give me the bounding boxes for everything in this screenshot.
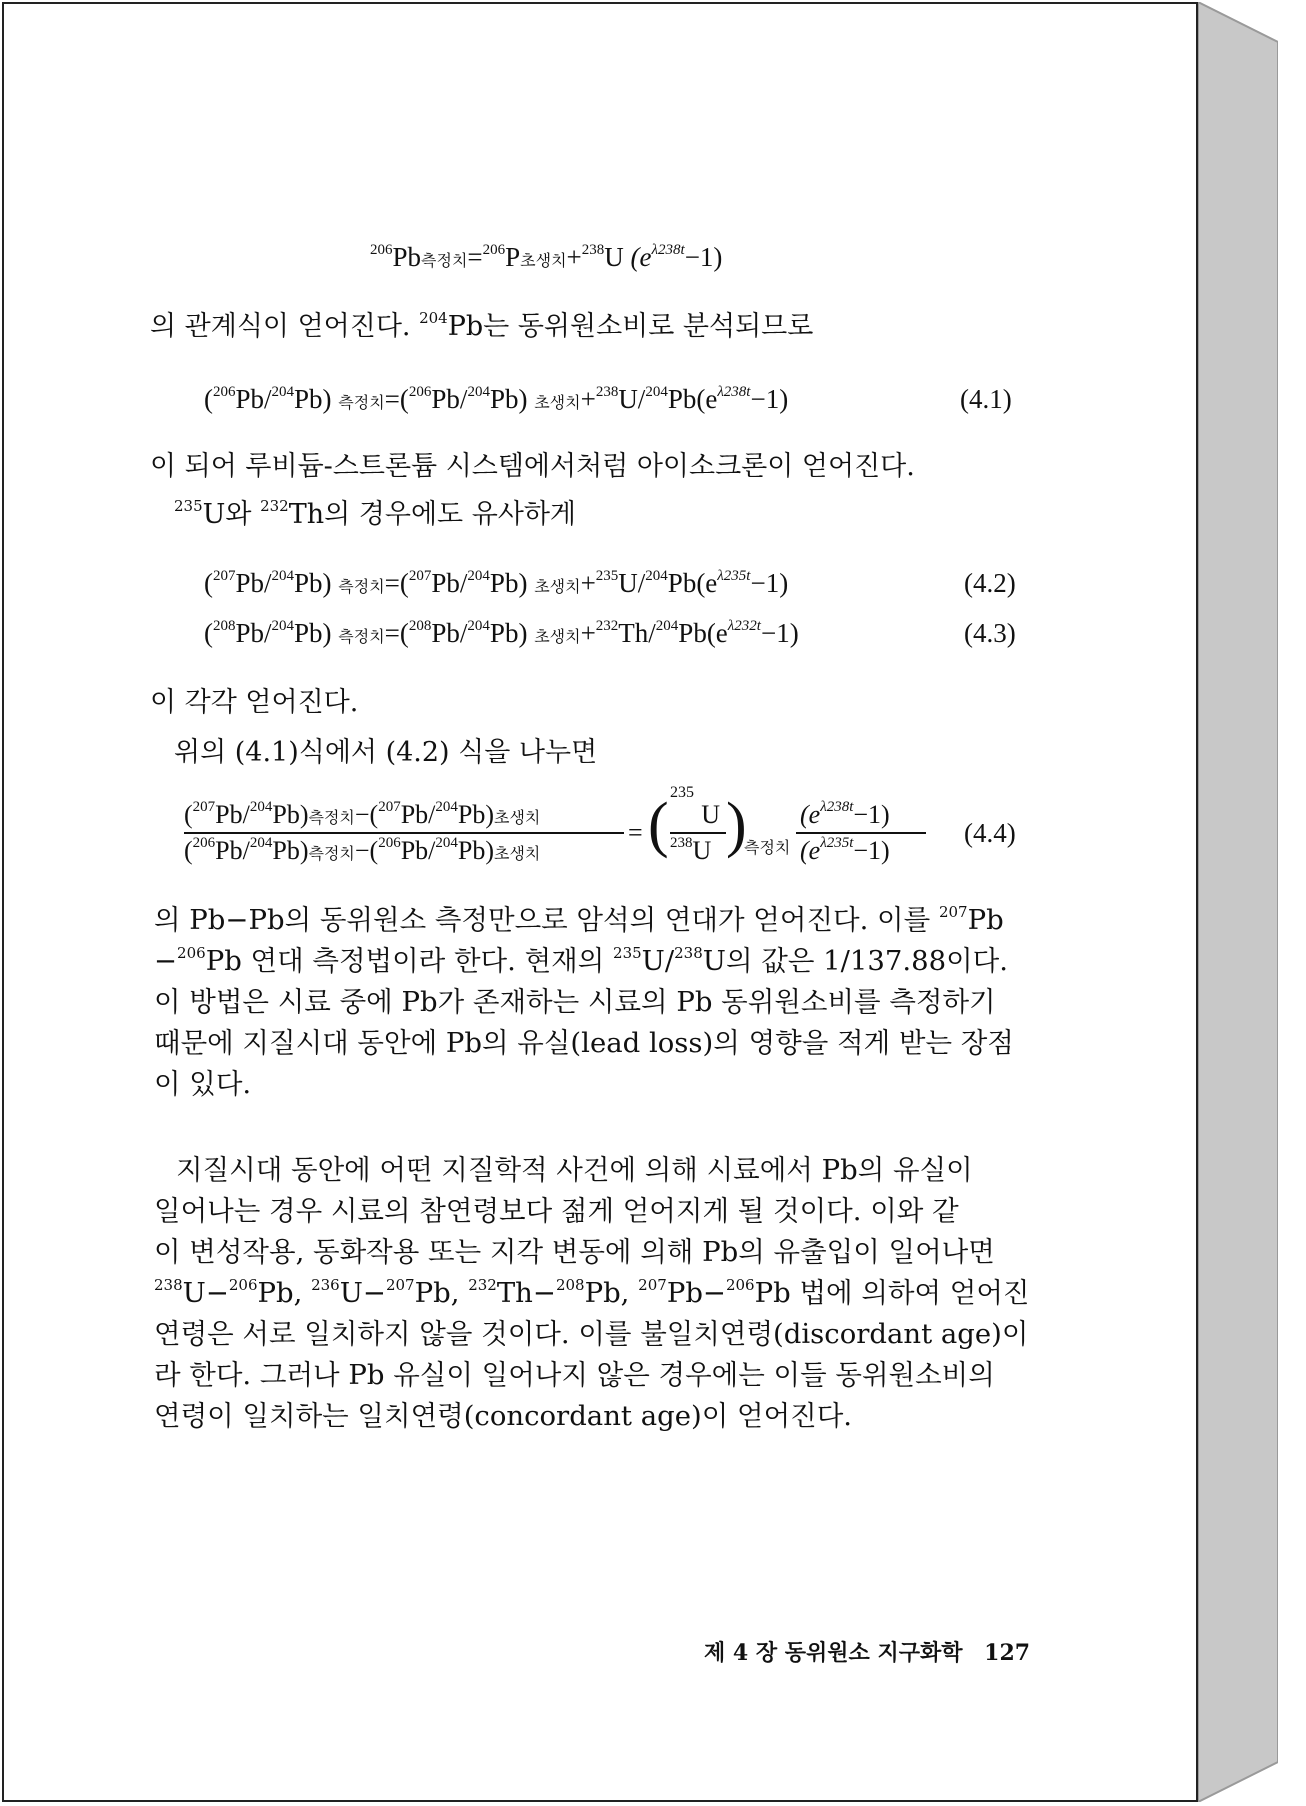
t: (: [204, 384, 213, 414]
sub: 초생치: [520, 253, 567, 270]
t: (e: [630, 242, 652, 272]
t: Pb−: [666, 1277, 726, 1309]
sup: 207: [385, 1276, 415, 1294]
t: Pb 법에 의하여 얻어진: [754, 1277, 1030, 1309]
t: Pb,: [414, 1277, 469, 1309]
para2-line-1: 지질시대 동안에 어떤 지질학적 사건에 의해 시료에서 Pb의 유실이: [176, 1154, 973, 1186]
t: −: [354, 836, 370, 865]
sup: λ232t: [727, 618, 761, 634]
sub: 초생치: [534, 579, 581, 596]
sup: 207: [192, 799, 216, 815]
sup: 206: [228, 1276, 258, 1294]
sup: 206: [408, 384, 432, 400]
eq4-fraction-bar: [184, 832, 624, 834]
para1-line-2: [154, 941, 1034, 982]
sub: 측정치: [338, 579, 385, 596]
equation-number-4-2: (4.2): [964, 568, 1016, 598]
sub: 초생치: [494, 846, 541, 863]
book-edge-shape: [1198, 2, 1278, 1802]
eq4-exp-top: $(e^{\lambda 238t}-1)$: [800, 799, 890, 829]
sup: 232: [595, 618, 619, 634]
t: +: [566, 242, 582, 272]
sup: 204: [271, 568, 295, 584]
sup: 204: [645, 384, 668, 400]
sup: 238: [670, 835, 693, 851]
t: Pb 연대 측정법이라 한다. 현재의: [205, 945, 614, 977]
sup: 206: [177, 944, 206, 962]
t: Th의 경우에도 유사하게: [288, 499, 577, 530]
sup: 204: [467, 384, 490, 400]
t: Pb,: [257, 1277, 312, 1309]
equation-number-4-1: (4.1): [960, 384, 1012, 414]
sup: 204: [419, 309, 448, 327]
sup: 207: [213, 568, 236, 584]
sup: 235: [595, 568, 619, 584]
page-number: 127: [984, 1640, 1031, 1666]
running-footer: [704, 1636, 1030, 1667]
t: +: [580, 384, 596, 414]
t: −1): [684, 242, 723, 272]
text-line-divide: 위의 (4.1)식에서 (4.2) 식을 나누면: [174, 737, 598, 768]
sup: 206: [213, 384, 236, 400]
t: Th−: [496, 1277, 556, 1309]
sup: 238: [595, 384, 619, 400]
t: Pb: [392, 242, 422, 272]
t: U−: [182, 1277, 229, 1309]
sub: 초생치: [534, 395, 581, 412]
sub: 측정치: [338, 629, 385, 646]
para2-line-7: 연령이 일치하는 일치연령(concordant age)이 얻어진다.: [154, 1400, 853, 1432]
sup: 204: [271, 618, 295, 634]
sup: 208: [408, 618, 432, 634]
eq4-ratio-bar: [670, 832, 726, 834]
sup: 208: [555, 1276, 585, 1294]
sup: 204: [645, 568, 668, 584]
t: Pb(e: [667, 384, 718, 414]
t: Pb/: [431, 384, 468, 414]
text-line-isochron: 이 되어 루비듐-스트론튬 시스템에서처럼 아이소크론이 얻어진다.: [150, 451, 915, 482]
t: U의 값은 1/137.88이다.: [702, 945, 1008, 977]
sup: 238: [154, 1276, 183, 1294]
sup: 236: [311, 1276, 340, 1294]
equation-4-1: [204, 382, 788, 421]
sup: λ238t: [820, 799, 854, 815]
t: 의 관계식이 얻어진다.: [150, 311, 411, 342]
t: U−: [339, 1277, 386, 1309]
eq4-exp-bottom: $(e^{\lambda 235t}-1)$: [800, 835, 890, 865]
t: (: [399, 384, 409, 414]
para1-line-4: 때문에 지질시대 동안에 Pb의 유실(lead loss)의 영향을 적게 받는 장점: [154, 1027, 1014, 1059]
t: Pb는 동위원소비로 분석되므로: [447, 311, 814, 342]
t: Pb,: [584, 1277, 639, 1309]
para1-line-5: 이 있다.: [154, 1068, 252, 1100]
t: Pb): [294, 384, 332, 414]
t: U와: [202, 499, 252, 530]
sup: 204: [249, 835, 273, 851]
t: U: [701, 800, 720, 829]
t: U: [692, 836, 712, 865]
sup: 206: [378, 835, 401, 851]
equation-number-4-4: (4.4): [964, 818, 1016, 848]
para2-line-2: 일어나는 경우 시료의 참연령보다 젊게 얻어지게 될 것이다. 이와 같: [154, 1195, 959, 1227]
t: 의 Pb−Pb의 동위원소 측정만으로 암석의 연대가 얻어진다. 이를: [154, 904, 939, 936]
para1-line-3: 이 방법은 시료 중에 Pb가 존재하는 시료의 Pb 동위원소비를 측정하기: [154, 986, 996, 1018]
sup: 235: [613, 944, 642, 962]
sup: 238: [581, 242, 605, 258]
paragraph-pb-pb-dating: [154, 900, 1034, 1105]
t: =: [467, 242, 483, 272]
sup: λ235t: [717, 568, 751, 584]
sup: 235: [174, 497, 203, 515]
para2-line-6: 라 한다. 그러나 Pb 유실이 일어나지 않은 경우에는 이들 동위원소비의: [154, 1359, 995, 1391]
eq4-equals: =: [628, 818, 643, 847]
sub: 측정치: [421, 253, 468, 270]
eq4-ratio-top: [670, 784, 726, 828]
sup: 207: [408, 568, 432, 584]
sup: 204: [467, 568, 490, 584]
sup: 208: [213, 618, 236, 634]
sub: 초생치: [494, 810, 541, 827]
eq4-exp-bar: [796, 832, 926, 834]
t: U/: [618, 568, 646, 598]
book-spine-edge: [1198, 2, 1278, 1802]
sup: 232: [468, 1276, 497, 1294]
sub: 초생치: [534, 629, 581, 646]
t: U/: [641, 945, 675, 977]
sub: 측정치: [744, 840, 791, 857]
sup: 232: [260, 497, 289, 515]
para2-line-5: 연령은 서로 일치하지 않을 것이다. 이를 불일치연령(discordant age)이: [154, 1318, 1029, 1350]
t: P: [505, 242, 521, 272]
t: U: [604, 242, 624, 272]
equation-206pb: [370, 240, 722, 279]
sup: λ238t: [717, 384, 751, 400]
sup: 206: [482, 242, 506, 258]
text-line-each: 이 각각 얻어진다.: [150, 687, 359, 718]
para2-line-4: [154, 1273, 1034, 1314]
sup: 206: [370, 242, 393, 258]
sub: 측정치: [308, 810, 355, 827]
sub: 측정치: [308, 846, 355, 863]
t: =: [384, 384, 400, 414]
equation-4-3: ($^{208}$Pb/$^{204}$Pb) 측정치=($^{208}$Pb/$^{204}$Pb) 초생치$+^{232}Th/^{204}Pb(e^{\lambda 232t}-1)$: [204, 618, 799, 648]
sup: 204: [271, 384, 295, 400]
equation-4-2: ($^{207}$Pb/$^{204}$Pb) 측정치=($^{207}$Pb/$^{204}$Pb) 초생치$+^{235}U/^{204}Pb(e^{\lambda 235t}-1)$: [204, 568, 789, 598]
sup: 204: [655, 618, 679, 634]
sup: 238: [674, 944, 703, 962]
eq4-ratio-sub: [744, 830, 790, 864]
t: Pb: [967, 904, 1004, 936]
t: U/: [618, 384, 646, 414]
t: −1): [750, 384, 789, 414]
equation-number-4-3: (4.3): [964, 618, 1016, 648]
t: Pb): [489, 384, 528, 414]
sup: 207: [938, 903, 968, 921]
eq4-right-paren: ): [726, 791, 747, 859]
para2-line-3: 이 변성작용, 동화작용 또는 지각 변동에 의해 Pb의 유출입이 일어나면: [154, 1236, 995, 1268]
text-line-relation: [150, 310, 813, 344]
t: −: [354, 800, 370, 829]
text-line-u-th: [174, 498, 576, 532]
paragraph-lead-loss: [154, 1150, 1034, 1437]
sup: λ235t: [820, 835, 854, 851]
sup: 207: [378, 799, 401, 815]
book-page: [2, 2, 1198, 1802]
sup: λ238t: [651, 242, 685, 258]
eq4-numerator: ($^{207}$Pb/$^{204}$Pb)측정치−($^{207}$Pb/$^{204}$Pb)초생치: [184, 799, 541, 829]
sup: 206: [725, 1276, 755, 1294]
sup: 207: [638, 1276, 667, 1294]
sub: 측정치: [338, 395, 385, 412]
t: Th/: [618, 618, 656, 648]
sup: 206: [192, 835, 216, 851]
sup: 204: [249, 799, 273, 815]
t: −: [154, 945, 178, 977]
t: Pb/: [235, 384, 272, 414]
eq4-ratio-bottom: [670, 836, 711, 866]
eq4-denominator: ($^{206}$Pb/$^{204}$Pb)측정치−($^{206}$Pb/$^{204}$Pb)초생치: [184, 835, 541, 865]
para1-line-1: [154, 900, 1034, 941]
eq4-left-paren: (: [648, 791, 669, 859]
sup: 204: [435, 835, 458, 851]
chapter-title: 제 4 장 동위원소 지구화학: [704, 1640, 963, 1666]
sup: 204: [435, 799, 458, 815]
sup: 204: [467, 618, 490, 634]
sup: 235: [670, 784, 694, 801]
